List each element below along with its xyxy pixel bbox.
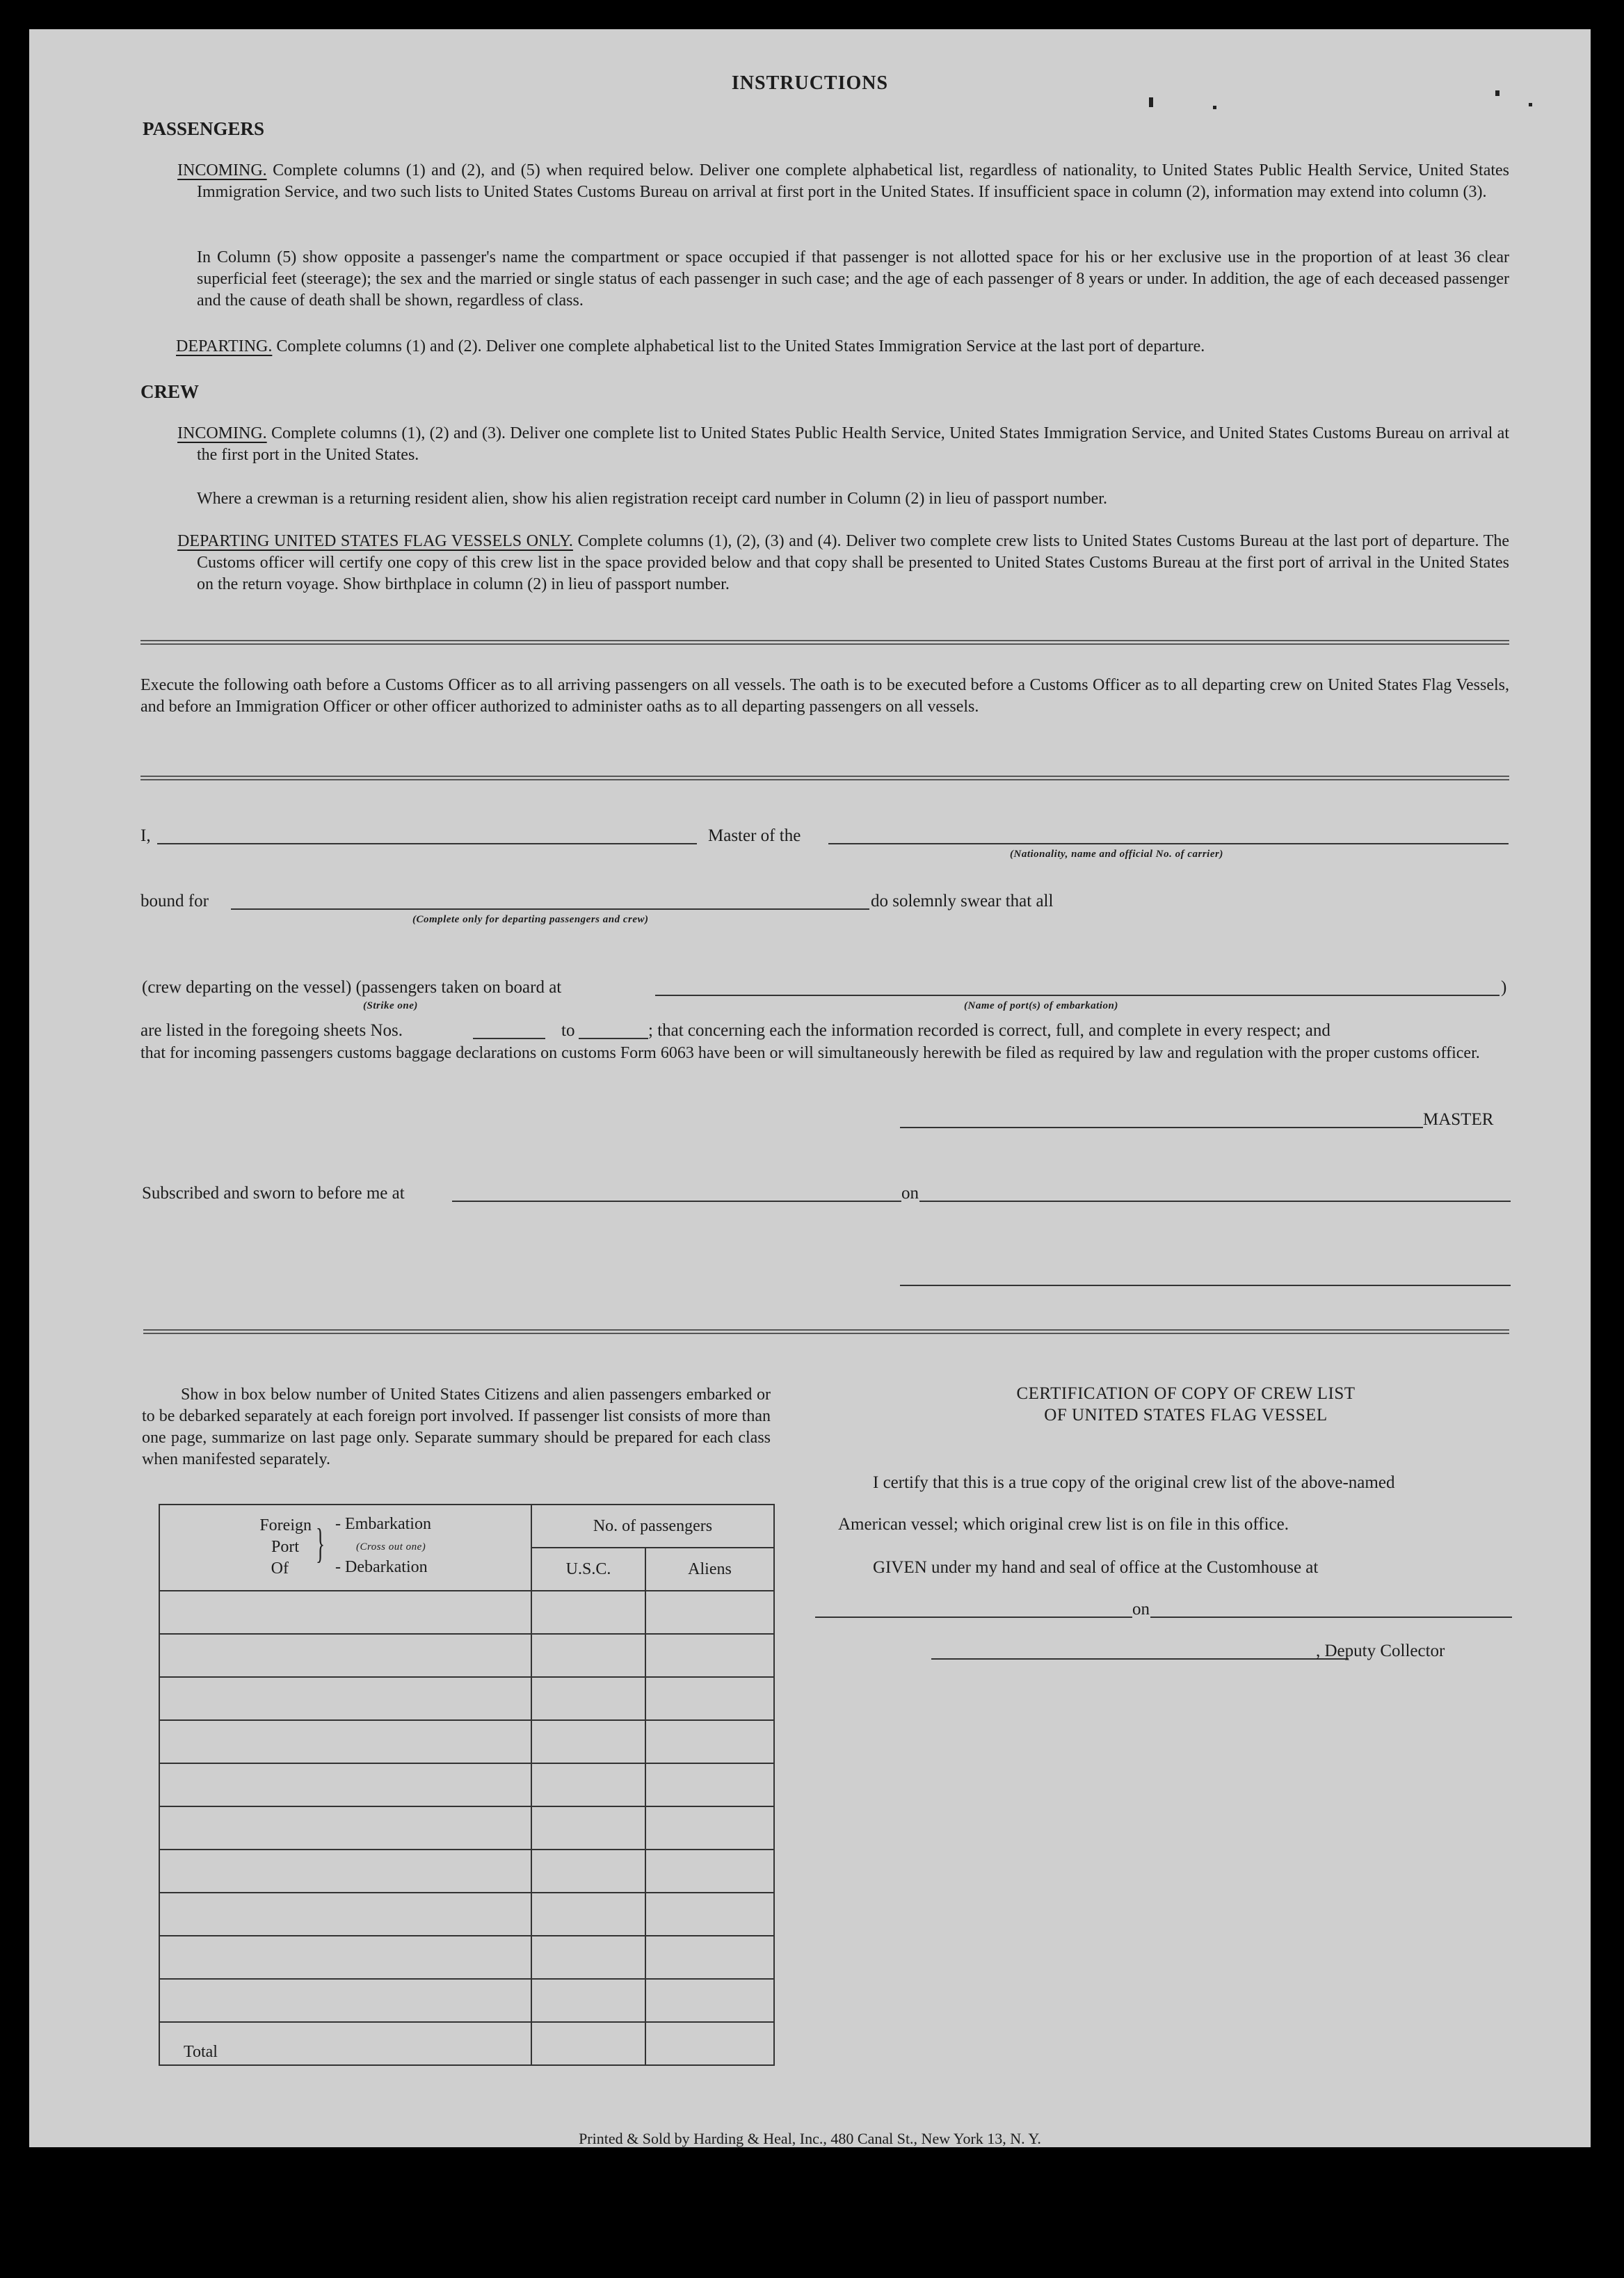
printer-footer: Printed & Sold by Harding & Heal, Inc., 480 Canal St., New York 13, N. Y. xyxy=(579,2130,1041,2147)
usc-cell[interactable] xyxy=(531,1591,645,1634)
port-cell[interactable] xyxy=(159,1850,531,1893)
to-label: to xyxy=(561,1021,575,1040)
master-of-label: Master of the xyxy=(708,826,801,845)
scan-speck xyxy=(1149,97,1153,107)
carrier-field[interactable] xyxy=(828,843,1509,844)
port-cell[interactable] xyxy=(159,1634,531,1677)
port-cell[interactable] xyxy=(159,1893,531,1936)
customhouse-field[interactable] xyxy=(815,1617,1132,1618)
passengers-incoming-instruction xyxy=(177,160,1509,203)
swear-label: do solemnly swear that all xyxy=(871,892,1054,911)
aliens-cell[interactable] xyxy=(645,1677,774,1720)
aliens-cell[interactable] xyxy=(645,1979,774,2022)
crew-passengers-label: (crew departing on the vessel) (passengers taken on board at xyxy=(142,978,562,997)
bound-for-hint: (Complete only for departing passengers and crew) xyxy=(412,914,649,925)
crew-incoming-label: INCOMING. xyxy=(177,424,267,442)
master-signature-field[interactable] xyxy=(900,1127,1423,1128)
sheet-from-field[interactable] xyxy=(473,1038,545,1039)
total-row xyxy=(159,2022,774,2065)
crew-departing-instruction xyxy=(177,531,1509,595)
passengers-incoming-text: Complete columns (1) and (2), and (5) when required below. Deliver one complete alphabetical list, regardless of nationality, to United States Public Health Service, United States Immigration Service, and two such lists to United States Customs Bureau on arrival at first port in the United States. If insufficient space in column (2), information may extend into column (3). xyxy=(197,161,1510,201)
crew-departing-label: DEPARTING UNITED STATES FLAG VESSELS ONLY. xyxy=(177,532,573,550)
certification-title-line1: CERTIFICATION OF COPY OF CREW LIST xyxy=(1016,1384,1356,1403)
foreign-text: Foreign xyxy=(259,1516,312,1534)
crew-incoming-text: Complete columns (1), (2) and (3). Deliver one complete list to United States Public Health Service, United States Immigration Service, and United States Customs Bureau on arrival at the first port in the United States. xyxy=(197,424,1509,464)
officer-signature-field[interactable] xyxy=(900,1285,1511,1286)
deputy-collector-label: , Deputy Collector xyxy=(1316,1642,1445,1660)
aliens-cell[interactable] xyxy=(645,1763,774,1806)
port-cell[interactable] xyxy=(159,1677,531,1720)
deputy-signature-field[interactable] xyxy=(931,1658,1349,1660)
passengers-departing-text: Complete columns (1) and (2). Deliver one complete alphabetical list to the United States Immigration Service at the last port of departure. xyxy=(276,337,1205,355)
port-cell[interactable] xyxy=(159,1720,531,1763)
aliens-cell[interactable] xyxy=(645,1850,774,1893)
cross-out-hint: (Cross out one) xyxy=(356,1541,426,1553)
debarkation-option[interactable]: - Debarkation xyxy=(335,1558,428,1576)
bound-for-label: bound for xyxy=(140,892,209,911)
master-label: MASTER xyxy=(1423,1110,1494,1129)
scan-speck xyxy=(1495,90,1500,96)
bottom-divider xyxy=(143,1329,1509,1334)
given-text: GIVEN under my hand and seal of office at the Customhouse at xyxy=(873,1558,1319,1577)
table-row xyxy=(159,1979,774,2022)
aliens-cell[interactable] xyxy=(645,1936,774,1979)
listed-rest: ; that concerning each the information recorded is correct, full, and complete in every respect; and xyxy=(648,1021,1330,1040)
passenger-summary-table xyxy=(159,1504,775,2066)
certify-line1: I certify that this is a true copy of the original crew list of the above-named xyxy=(873,1473,1395,1492)
aliens-cell[interactable] xyxy=(645,1893,774,1936)
table-row xyxy=(159,1763,774,1806)
usc-cell[interactable] xyxy=(531,1850,645,1893)
port-cell[interactable] xyxy=(159,1979,531,2022)
sheet-to-field[interactable] xyxy=(579,1038,648,1039)
aliens-header: Aliens xyxy=(645,1548,774,1591)
port-hint: (Name of port(s) of embarkation) xyxy=(964,1000,1118,1011)
aliens-total-cell[interactable] xyxy=(645,2022,774,2065)
passengers-heading: PASSENGERS xyxy=(143,118,265,139)
crew-incoming-instruction xyxy=(177,423,1509,466)
sworn-place-field[interactable] xyxy=(452,1201,901,1202)
total-label: Total xyxy=(159,2022,531,2065)
usc-cell[interactable] xyxy=(531,1763,645,1806)
usc-total-cell[interactable] xyxy=(531,2022,645,2065)
usc-header: U.S.C. xyxy=(531,1548,645,1591)
bound-for-field[interactable] xyxy=(231,908,869,910)
strike-one-hint: (Strike one) xyxy=(363,1000,418,1011)
aliens-cell[interactable] xyxy=(645,1591,774,1634)
passengers-departing-label: DEPARTING. xyxy=(176,337,273,355)
table-row xyxy=(159,1634,774,1677)
usc-cell[interactable] xyxy=(531,1806,645,1850)
scan-speck xyxy=(1213,106,1216,109)
form-page xyxy=(29,29,1591,2147)
brace-glyph: } xyxy=(316,1521,325,1566)
table-row xyxy=(159,1591,774,1634)
master-name-field[interactable] xyxy=(157,843,697,844)
aliens-cell[interactable] xyxy=(645,1720,774,1763)
usc-cell[interactable] xyxy=(531,1979,645,2022)
certification-title-line2: OF UNITED STATES FLAG VESSEL xyxy=(1044,1406,1328,1425)
port-cell[interactable] xyxy=(159,1763,531,1806)
scan-speck xyxy=(1529,103,1532,106)
usc-cell[interactable] xyxy=(531,1677,645,1720)
listed-label: are listed in the foregoing sheets Nos. xyxy=(140,1021,403,1040)
cert-on-label: on xyxy=(1132,1600,1150,1619)
usc-cell[interactable] xyxy=(531,1720,645,1763)
port-cell[interactable] xyxy=(159,1806,531,1850)
nationality-hint: (Nationality, name and official No. of carrier) xyxy=(1010,849,1223,860)
cert-date-field[interactable] xyxy=(1150,1617,1512,1618)
usc-cell[interactable] xyxy=(531,1634,645,1677)
sworn-on-label: on xyxy=(901,1184,919,1203)
table-row xyxy=(159,1677,774,1720)
port-cell[interactable] xyxy=(159,1936,531,1979)
close-paren: ) xyxy=(1501,978,1507,997)
passengers-incoming-label: INCOMING. xyxy=(177,161,267,179)
table-row xyxy=(159,1936,774,1979)
port-cell[interactable] xyxy=(159,1591,531,1634)
passengers-column5-instruction: In Column (5) show opposite a passenger's name the compartment or space occupied if that passenger is not allotted space for his or her exclusive use in the proportion of at least 36 clear superficial feet (steerage); the sex and the married or single status of each passenger in such case; and the age of each passenger of 8 years or under. In addition, the age of each deceased passenger and the cause of death shall be shown, regardless of class. xyxy=(197,248,1509,310)
certify-line2: American vessel; which original crew list is on file in this office. xyxy=(838,1515,1289,1534)
oath-divider xyxy=(140,776,1509,780)
table-row xyxy=(159,1850,774,1893)
subscribed-label: Subscribed and sworn to before me at xyxy=(142,1184,405,1203)
table-row xyxy=(159,1893,774,1936)
crew-resident-alien-instruction: Where a crewman is a returning resident alien, show his alien registration receipt card number in Column (2) in lieu of passport number. xyxy=(197,490,1107,508)
aliens-cell[interactable] xyxy=(645,1634,774,1677)
crew-departing-text: Complete columns (1), (2), (3) and (4). Deliver two complete crew lists to United States Customs Bureau at the last port of departure. The Customs officer will certify one copy of this crew list in the space provided below and that copy shall be presented to United States Customs Bureau at the first port of arrival in the United States on the return voyage. Show birthplace in column (2) in lieu of passport number. xyxy=(197,532,1510,593)
port-text: Port xyxy=(271,1538,299,1556)
oath-intro: Execute the following oath before a Customs Officer as to all arriving passengers on all vessels. The oath is to be executed before a Customs Officer as to all departing crew on United States Flag Vessels, and before an Immigration Officer or other officer authorized to administer oaths as to all departing passengers on all vessels. xyxy=(140,676,1509,716)
usc-cell[interactable] xyxy=(531,1893,645,1936)
aliens-cell[interactable] xyxy=(645,1806,774,1850)
sworn-date-field[interactable] xyxy=(919,1201,1511,1202)
usc-cell[interactable] xyxy=(531,1936,645,1979)
summary-instructions: Show in box below number of United States Citizens and alien passengers embarked or to be debarked separately at each foreign port involved. If passenger list consists of more than one page, summarize on last page only. Separate summary should be prepared for each class when manifested separately. xyxy=(142,1386,771,1468)
port-header-cell xyxy=(159,1505,531,1591)
baggage-declaration-text: that for incoming passengers customs baggage declarations on customs Form 6063 have been or will simultaneously herewith be filed as required by law and regulation with the proper customs officer. xyxy=(140,1044,1480,1062)
of-text: Of xyxy=(271,1559,289,1578)
table-row xyxy=(159,1806,774,1850)
section-divider xyxy=(140,640,1509,645)
embarkation-port-field[interactable] xyxy=(655,995,1500,996)
crew-heading: CREW xyxy=(140,381,200,402)
certification-title xyxy=(864,1383,1508,1426)
passengers-departing-instruction xyxy=(176,336,1509,358)
page-title: INSTRUCTIONS xyxy=(731,72,889,94)
table-row xyxy=(159,1720,774,1763)
oath-i-label: I, xyxy=(140,826,151,845)
no-of-passengers-header: No. of passengers xyxy=(531,1505,774,1548)
embarkation-option[interactable]: - Embarkation xyxy=(335,1515,431,1533)
foreign-port-of-label xyxy=(160,1515,312,1580)
